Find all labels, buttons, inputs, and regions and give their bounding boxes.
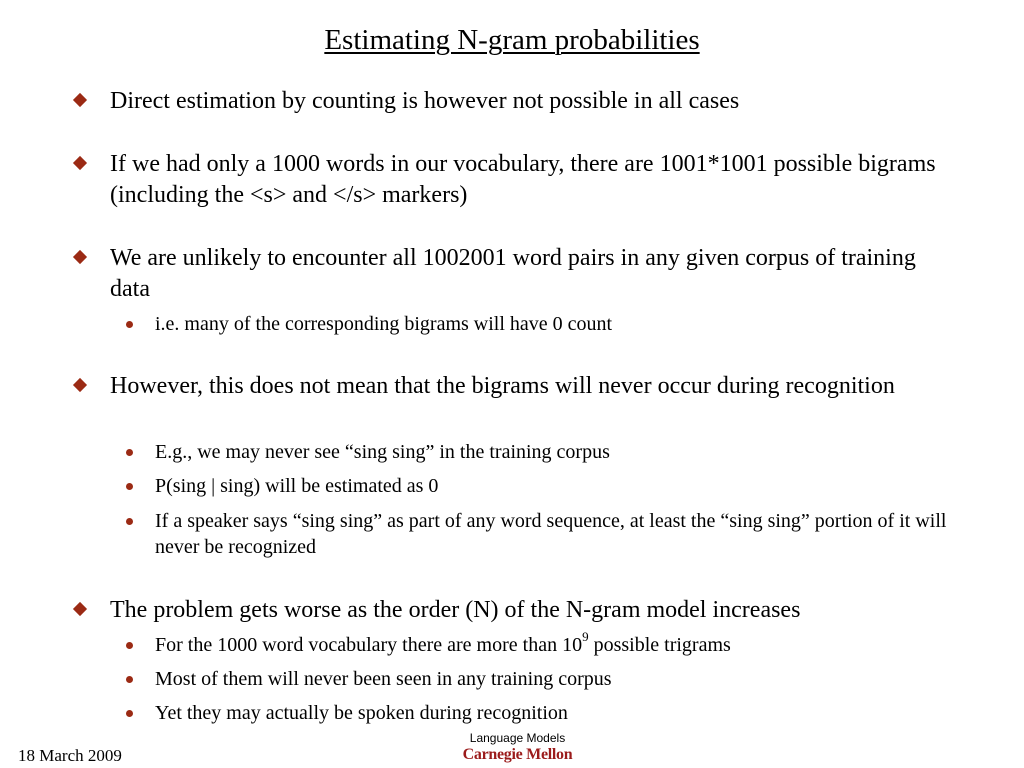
sub-bullet-text-before: For the 1000 word vocabulary there are more than 10: [155, 634, 583, 656]
diamond-bullet-icon: [73, 378, 87, 392]
footer-label: Language Models: [469, 731, 566, 745]
slide-title: Estimating N-gram probabilities: [324, 24, 700, 56]
bullet-item: [110, 86, 960, 117]
footer-branding: [430, 731, 605, 765]
sub-bullet-item: [155, 508, 965, 560]
sub-bullet-item: [155, 666, 965, 692]
superscript-exponent: 9: [582, 629, 589, 645]
sub-bullet-text: Yet they may actually be spoken during recognition: [155, 702, 568, 724]
footer-date: 18 March 2009: [18, 746, 122, 765]
sub-bullet-text: E.g., we may never see “sing sing” in the training corpus: [155, 441, 610, 463]
bullet-item: [110, 595, 960, 626]
dot-bullet-icon: [126, 642, 133, 649]
diamond-bullet-icon: [73, 156, 87, 170]
carnegie-mellon-logo: Carnegie Mellon: [462, 746, 573, 763]
dot-bullet-icon: [126, 676, 133, 683]
dot-bullet-icon: [126, 710, 133, 717]
sub-bullet-text: P(sing | sing) will be estimated as 0: [155, 475, 439, 497]
bullet-text: Direct estimation by counting is however not possible in all cases: [110, 88, 740, 114]
bullet-item: [110, 243, 960, 305]
dot-bullet-icon: [126, 483, 133, 490]
bullet-item: [110, 149, 960, 211]
dot-bullet-icon: [126, 449, 133, 456]
bullet-text: However, this does not mean that the bigrams will never occur during recognition: [110, 373, 895, 399]
sub-bullet-item: [155, 439, 965, 465]
bullet-text: The problem gets worse as the order (N) of the N-gram model increases: [110, 597, 801, 623]
bullet-item: [110, 371, 960, 402]
diamond-bullet-icon: [73, 93, 87, 107]
sub-bullet-item: [155, 473, 965, 499]
sub-bullet-item: [155, 700, 965, 726]
sub-bullet-item: [155, 311, 965, 337]
dot-bullet-icon: [126, 518, 133, 525]
bullet-text: If we had only a 1000 words in our vocabulary, there are 1001*1001 possible bigrams (including the <s> and </s> markers): [110, 151, 936, 208]
sub-bullet-item: [155, 629, 965, 658]
sub-bullet-text: i.e. many of the corresponding bigrams will have 0 count: [155, 313, 613, 335]
diamond-bullet-icon: [73, 602, 87, 616]
sub-bullet-text: Most of them will never been seen in any training corpus: [155, 668, 612, 690]
bullet-text: We are unlikely to encounter all 1002001 word pairs in any given corpus of training data: [110, 245, 916, 302]
diamond-bullet-icon: [73, 250, 87, 264]
sub-bullet-text-after: possible trigrams: [588, 634, 731, 656]
dot-bullet-icon: [126, 321, 133, 328]
sub-bullet-text: If a speaker says “sing sing” as part of any word sequence, at least the “sing sing” portion of it will never be recognized: [155, 510, 947, 558]
